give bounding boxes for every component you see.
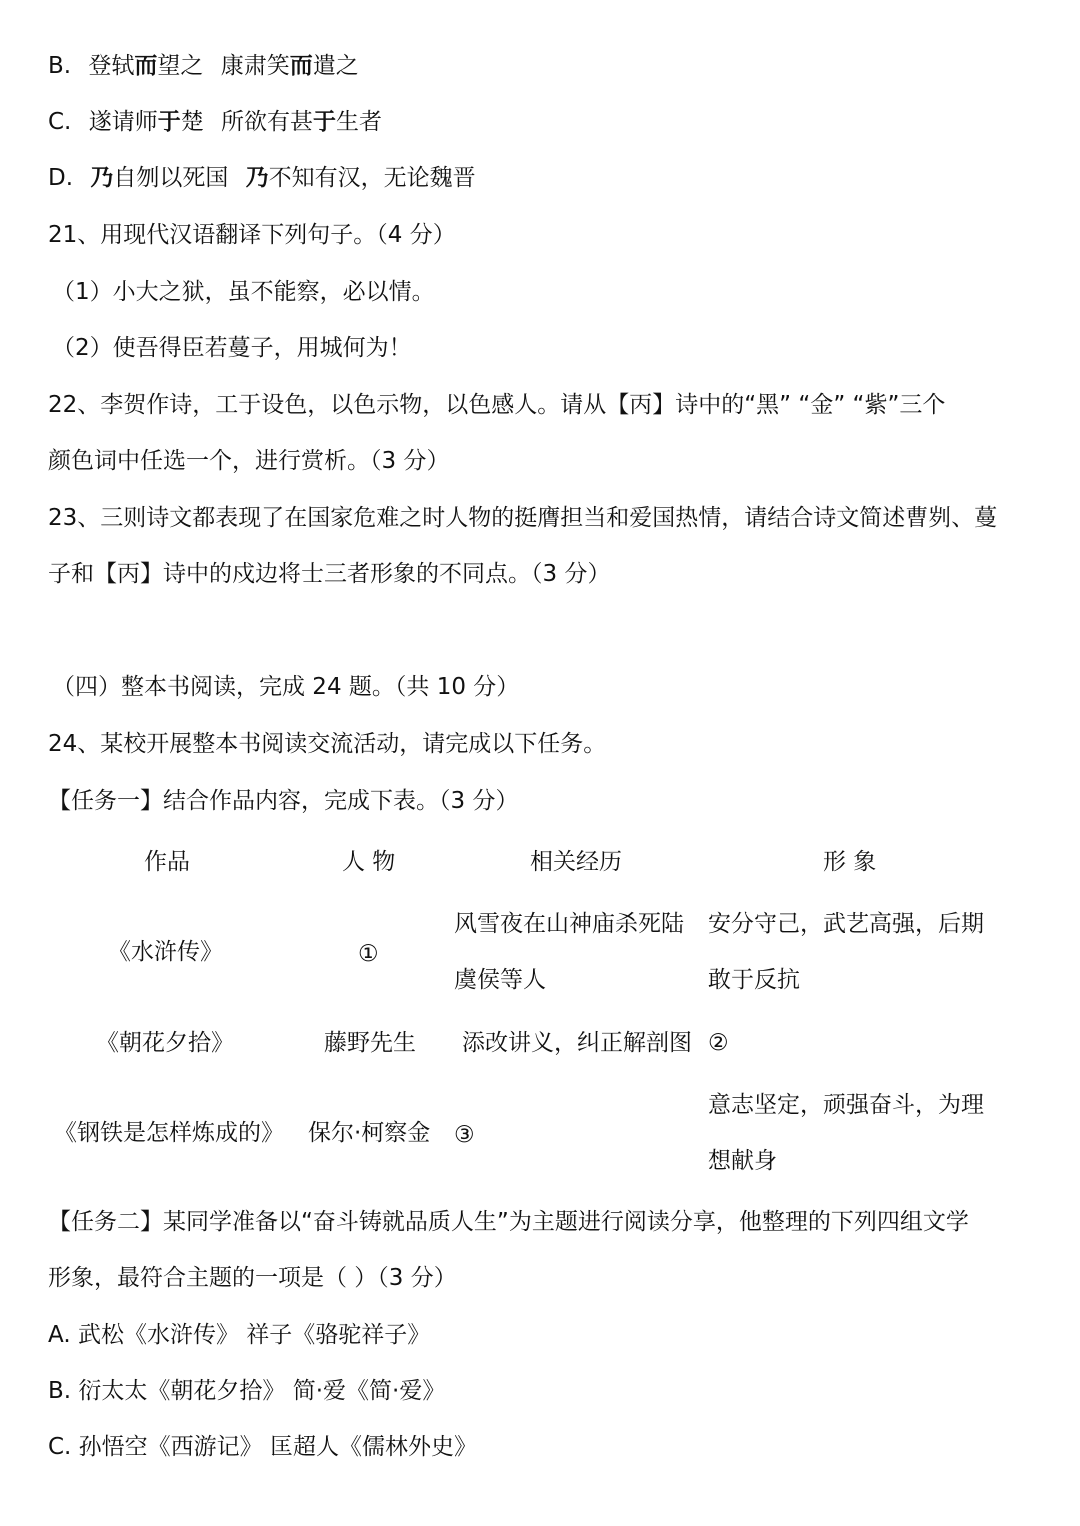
- phrase-part: 康肃笑: [220, 53, 290, 79]
- highlight-char: 于: [313, 109, 336, 135]
- table-cell-experience: 添改讲义，纠正解剖图: [462, 1030, 692, 1056]
- question-21-title: 21、用现代汉语翻译下列句子。（4 分）: [48, 222, 456, 248]
- task-2-option-b: B. 衍太太《朝花夕拾》 简·爱《简·爱》: [48, 1378, 446, 1404]
- table-cell-experience: ③: [454, 1122, 475, 1148]
- table-header-image: 形 象: [823, 849, 877, 875]
- question-21-sentence-2: （2）使吾得臣若蔓子，用城何为！: [52, 335, 412, 361]
- table-cell-experience-line-1: 风雪夜在山神庙杀死陆: [454, 911, 684, 937]
- option-prefix: D.: [48, 165, 74, 191]
- highlight-char: 而: [134, 53, 158, 79]
- table-cell-work: 《钢铁是怎样炼成的》: [54, 1120, 284, 1146]
- phrase-part: 望之: [157, 53, 204, 79]
- section-4-title: （四）整本书阅读，完成 24 题。（共 10 分）: [52, 674, 520, 700]
- task-2-line-1: 【任务二】某同学准备以“奋斗铸就品质人生”为主题进行阅读分享，他整理的下列四组文学: [48, 1209, 969, 1235]
- highlight-char: 乃: [90, 165, 114, 191]
- highlight-char: 而: [289, 53, 313, 79]
- option-prefix: B.: [48, 53, 72, 79]
- highlight-char: 于: [157, 109, 181, 135]
- table-cell-work: 《水浒传》: [108, 939, 223, 965]
- phrase-part: 楚: [180, 109, 204, 135]
- phrase-part: 不知有汉，无论魏晋: [268, 165, 476, 191]
- table-cell-image-line-1: 安分守己，武艺高强，后期: [708, 911, 984, 937]
- table-cell-image: ②: [708, 1030, 729, 1056]
- task-2-option-c: C. 孙悟空《西游记》 匡超人《儒林外史》: [48, 1434, 477, 1460]
- question-23-line-2: 子和【丙】诗中的戍边将士三者形象的不同点。（3 分）: [48, 561, 611, 587]
- task-2-option-a: A. 武松《水浒传》 祥子《骆驼祥子》: [48, 1322, 431, 1348]
- option-prefix: C.: [48, 109, 72, 135]
- table-header-experience: 相关经历: [530, 849, 622, 875]
- table-cell-image-line-1: 意志坚定，顽强奋斗，为理: [708, 1092, 984, 1118]
- phrase-part: 生者: [336, 109, 382, 135]
- table-cell-work: 《朝花夕拾》: [96, 1030, 234, 1056]
- phrase-part: 遣之: [312, 53, 359, 79]
- option-d-top: [48, 161, 476, 195]
- task-1-title: 【任务一】结合作品内容，完成下表。（3 分）: [48, 788, 519, 814]
- table-cell-person: ①: [358, 941, 379, 967]
- table-cell-image-line-2: 想献身: [708, 1148, 777, 1174]
- table-cell-experience-line-2: 虞侯等人: [454, 967, 546, 993]
- question-22-line-1: 22、李贺作诗，工于设色，以色示物，以色感人。请从【丙】诗中的“黑” “金” “紫”三个: [48, 392, 946, 418]
- table-header-person: 人 物: [342, 849, 396, 875]
- question-23-line-1: 23、三则诗文都表现了在国家危难之时人物的挺膺担当和爱国热情，请结合诗文简述曹刿、蔓: [48, 505, 998, 531]
- table-cell-person: 藤野先生: [324, 1030, 416, 1056]
- phrase-part: 遂请师: [88, 109, 158, 135]
- table-cell-person: 保尔·柯察金: [308, 1120, 431, 1146]
- table-header-work: 作品: [144, 849, 190, 875]
- phrase-part: 自刎以死国: [113, 165, 229, 191]
- question-24-title: 24、某校开展整本书阅读交流活动，请完成以下任务。: [48, 731, 607, 757]
- highlight-char: 乃: [245, 165, 269, 191]
- table-cell-image-line-2: 敢于反抗: [708, 967, 800, 993]
- phrase-part: 所欲有甚: [221, 109, 313, 135]
- question-21-sentence-1: （1）小大之狱，虽不能察，必以情。: [52, 279, 435, 305]
- phrase-part: 登轼: [88, 53, 135, 79]
- option-c-top: [48, 105, 382, 139]
- task-2-line-2: 形象，最符合主题的一项是（ ）（3 分）: [48, 1265, 457, 1291]
- option-b-top: [48, 49, 359, 83]
- question-22-line-2: 颜色词中任选一个，进行赏析。（3 分）: [48, 448, 450, 474]
